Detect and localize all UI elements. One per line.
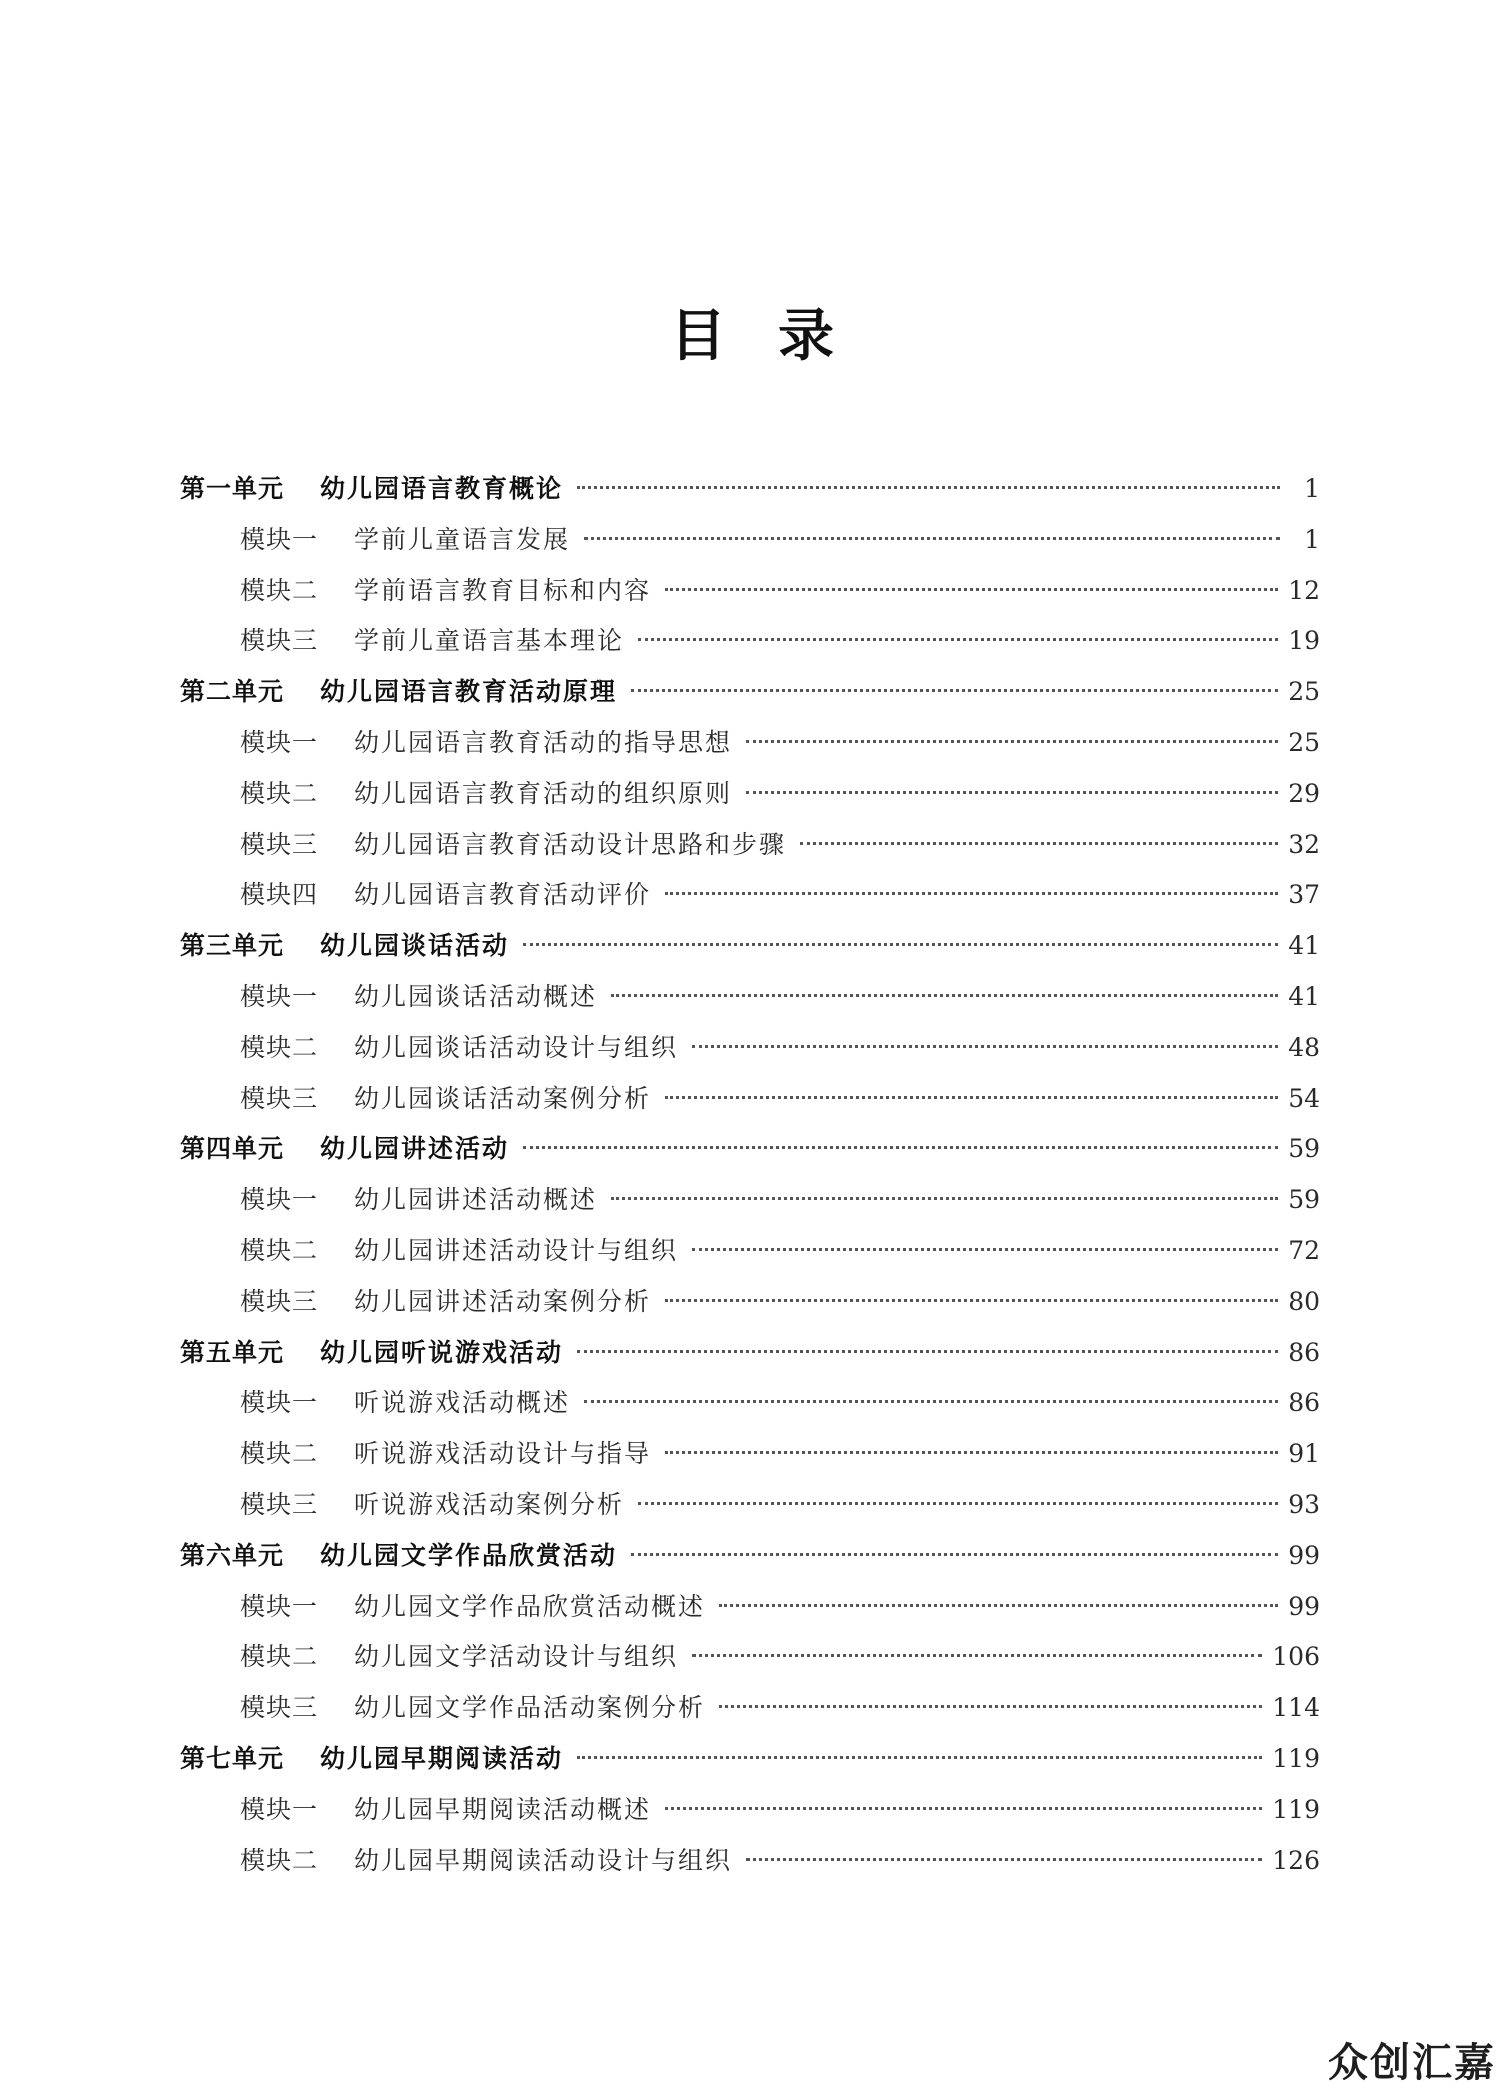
toc-module-row xyxy=(180,1429,1320,1480)
module-title: 幼儿园语言教育活动评价 xyxy=(354,880,652,910)
module-title: 幼儿园语言教育活动设计思路和步骤 xyxy=(354,829,787,859)
toc-module-row xyxy=(180,566,1320,617)
dot-leader xyxy=(665,588,1278,591)
module-number: 模块二 xyxy=(240,1235,319,1265)
unit-title: 幼儿园听说游戏活动 xyxy=(320,1337,564,1367)
module-number: 模块三 xyxy=(240,1489,319,1519)
module-number: 模块二 xyxy=(240,778,319,808)
dot-leader xyxy=(638,1502,1278,1505)
unit-title: 幼儿园讲述活动 xyxy=(320,1134,510,1164)
page-number: 41 xyxy=(1288,981,1320,1011)
toc-unit-row xyxy=(180,1531,1320,1582)
page-number: 41 xyxy=(1288,931,1320,961)
dot-leader xyxy=(746,740,1278,743)
unit-title: 幼儿园文学作品欣赏活动 xyxy=(320,1540,618,1570)
module-title: 听说游戏活动概述 xyxy=(354,1388,571,1418)
toc-unit-row xyxy=(180,1124,1320,1175)
page-number: 126 xyxy=(1272,1845,1320,1875)
page-number: 72 xyxy=(1288,1235,1320,1265)
module-title: 学前儿童语言发展 xyxy=(354,524,571,554)
unit-number: 第七单元 xyxy=(180,1743,285,1773)
toc-module-row xyxy=(180,616,1320,667)
page-number: 59 xyxy=(1288,1185,1320,1215)
toc-unit-row xyxy=(180,464,1320,515)
toc-module-row xyxy=(180,769,1320,820)
page-number: 93 xyxy=(1288,1489,1320,1519)
dot-leader xyxy=(719,1705,1262,1708)
module-title: 幼儿园讲述活动案例分析 xyxy=(354,1286,652,1316)
page-number: 86 xyxy=(1288,1337,1320,1367)
dot-leader xyxy=(631,1553,1278,1556)
module-number: 模块三 xyxy=(240,1286,319,1316)
unit-title: 幼儿园谈话活动 xyxy=(320,931,510,961)
module-number: 模块一 xyxy=(240,1388,319,1418)
dot-leader xyxy=(611,1197,1278,1200)
toc-module-row xyxy=(180,1226,1320,1277)
page-number: 91 xyxy=(1288,1439,1320,1469)
page-number: 86 xyxy=(1288,1388,1320,1418)
dot-leader xyxy=(638,638,1278,641)
toc-module-row xyxy=(180,1175,1320,1226)
page-number: 80 xyxy=(1288,1286,1320,1316)
toc-unit-row xyxy=(180,921,1320,972)
toc-module-row xyxy=(180,1023,1320,1074)
dot-leader xyxy=(800,842,1278,845)
dot-leader xyxy=(719,1604,1278,1607)
page-title: 目录 xyxy=(670,304,886,369)
toc-unit-row xyxy=(180,1734,1320,1785)
toc-module-row xyxy=(180,1277,1320,1328)
page-number: 19 xyxy=(1288,626,1320,656)
dot-leader xyxy=(631,689,1278,692)
page-number: 99 xyxy=(1288,1591,1320,1621)
module-title: 幼儿园文学活动设计与组织 xyxy=(354,1642,679,1672)
module-title: 幼儿园讲述活动设计与组织 xyxy=(354,1235,679,1265)
toc-module-row xyxy=(180,1836,1320,1887)
module-number: 模块二 xyxy=(240,1439,319,1469)
toc-module-row xyxy=(180,1480,1320,1531)
page-number: 25 xyxy=(1288,727,1320,757)
dot-leader xyxy=(584,1400,1278,1403)
module-number: 模块三 xyxy=(240,1693,319,1723)
dot-leader xyxy=(523,943,1278,946)
dot-leader xyxy=(577,486,1280,489)
toc-module-row xyxy=(180,972,1320,1023)
module-number: 模块三 xyxy=(240,626,319,656)
module-title: 幼儿园文学作品欣赏活动概述 xyxy=(354,1591,706,1621)
unit-title: 幼儿园语言教育概论 xyxy=(320,474,564,503)
module-title: 幼儿园讲述活动概述 xyxy=(354,1185,598,1215)
module-title: 幼儿园早期阅读活动设计与组织 xyxy=(354,1845,733,1875)
toc-module-row xyxy=(180,1632,1320,1683)
unit-number: 第一单元 xyxy=(180,474,285,503)
dot-leader xyxy=(746,1858,1262,1861)
toc-unit-row xyxy=(180,667,1320,718)
page-number: 119 xyxy=(1272,1743,1320,1773)
module-number: 模块一 xyxy=(240,1185,319,1215)
page-number: 54 xyxy=(1288,1083,1320,1113)
page-number: 1 xyxy=(1304,524,1320,554)
unit-title: 幼儿园早期阅读活动 xyxy=(320,1743,564,1773)
page-number: 106 xyxy=(1272,1642,1320,1672)
page-number: 99 xyxy=(1288,1540,1320,1570)
module-number: 模块三 xyxy=(240,829,319,859)
module-title: 幼儿园语言教育活动的组织原则 xyxy=(354,778,733,808)
module-number: 模块三 xyxy=(240,1083,319,1113)
toc-module-row xyxy=(180,1582,1320,1633)
table-of-contents xyxy=(180,464,1320,1886)
unit-number: 第三单元 xyxy=(180,931,285,961)
toc-module-row xyxy=(180,515,1320,566)
module-title: 幼儿园语言教育活动的指导思想 xyxy=(354,727,733,757)
dot-leader xyxy=(665,892,1278,895)
watermark-logo: 众创汇嘉 xyxy=(1328,2040,1496,2086)
toc-module-row xyxy=(180,718,1320,769)
page-number: 25 xyxy=(1288,677,1320,707)
toc-module-row xyxy=(180,1683,1320,1734)
module-number: 模块二 xyxy=(240,1032,319,1062)
module-number: 模块二 xyxy=(240,1642,319,1672)
dot-leader xyxy=(665,1807,1262,1810)
module-number: 模块二 xyxy=(240,575,319,605)
module-title: 听说游戏活动设计与指导 xyxy=(354,1439,652,1469)
module-title: 学前儿童语言基本理论 xyxy=(354,626,625,656)
dot-leader xyxy=(665,1096,1278,1099)
toc-module-row xyxy=(180,1074,1320,1125)
page-number: 48 xyxy=(1288,1032,1320,1062)
module-title: 幼儿园文学作品活动案例分析 xyxy=(354,1693,706,1723)
page-number: 119 xyxy=(1272,1794,1320,1824)
dot-leader xyxy=(665,1451,1278,1454)
unit-number: 第二单元 xyxy=(180,677,285,707)
dot-leader xyxy=(692,1654,1262,1657)
page-number: 29 xyxy=(1288,778,1320,808)
toc-module-row xyxy=(180,820,1320,871)
unit-title: 幼儿园语言教育活动原理 xyxy=(320,677,618,707)
dot-leader xyxy=(665,1299,1278,1302)
dot-leader xyxy=(577,1350,1278,1353)
unit-number: 第六单元 xyxy=(180,1540,285,1570)
dot-leader xyxy=(611,994,1278,997)
module-number: 模块二 xyxy=(240,1845,319,1875)
toc-unit-row xyxy=(180,1328,1320,1379)
toc-module-row xyxy=(180,870,1320,921)
module-title: 幼儿园谈话活动案例分析 xyxy=(354,1083,652,1113)
module-title: 学前语言教育目标和内容 xyxy=(354,575,652,605)
page-number: 114 xyxy=(1272,1693,1320,1723)
module-number: 模块一 xyxy=(240,727,319,757)
page-number: 59 xyxy=(1288,1134,1320,1164)
toc-module-row xyxy=(180,1378,1320,1429)
module-number: 模块四 xyxy=(240,880,319,910)
page-number: 37 xyxy=(1288,880,1320,910)
module-number: 模块一 xyxy=(240,1794,319,1824)
dot-leader xyxy=(577,1756,1262,1759)
page-number: 32 xyxy=(1288,829,1320,859)
unit-number: 第四单元 xyxy=(180,1134,285,1164)
module-title: 听说游戏活动案例分析 xyxy=(354,1489,625,1519)
module-title: 幼儿园谈话活动设计与组织 xyxy=(354,1032,679,1062)
dot-leader xyxy=(692,1045,1278,1048)
dot-leader xyxy=(523,1146,1278,1149)
module-number: 模块一 xyxy=(240,1591,319,1621)
module-title: 幼儿园谈话活动概述 xyxy=(354,981,598,1011)
page-number: 12 xyxy=(1288,575,1320,605)
dot-leader xyxy=(692,1248,1278,1251)
dot-leader xyxy=(584,537,1280,540)
toc-module-row xyxy=(180,1785,1320,1836)
unit-number: 第五单元 xyxy=(180,1337,285,1367)
module-number: 模块一 xyxy=(240,981,319,1011)
page-number: 1 xyxy=(1304,474,1320,503)
module-title: 幼儿园早期阅读活动概述 xyxy=(354,1794,652,1824)
dot-leader xyxy=(746,791,1278,794)
module-number: 模块一 xyxy=(240,524,319,554)
